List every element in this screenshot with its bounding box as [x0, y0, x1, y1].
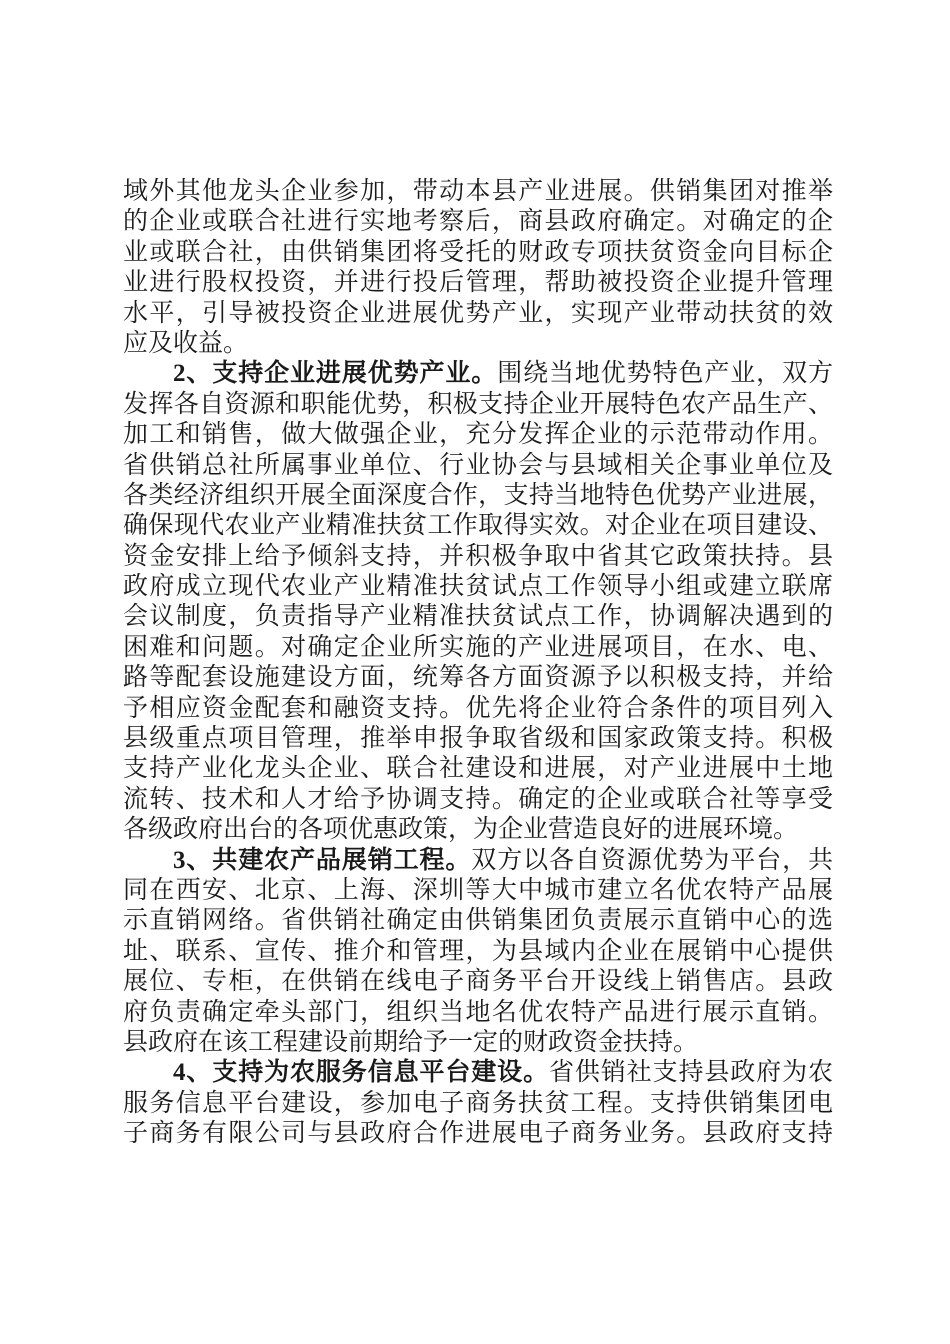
text-line [123, 785, 833, 815]
text-run: 流转、技术和人才给予协调支持。确定的企业或联合社等享受 [123, 785, 833, 813]
text-run: 服务信息平台建设，参加电子商务扶贫工程。支持供销集团电 [123, 1089, 833, 1117]
text-run: 围绕当地优势特色产业，双方 [497, 360, 833, 388]
text-run: 府负责确定牵头部门，组织当地名优农特产品进行展示直销。 [123, 998, 833, 1026]
text-run: 予相应资金配套和融资支持。优先将企业符合条件的项目列入 [123, 694, 833, 722]
text-run: 支持产业化龙头企业、联合社建设和进展，对产业进展中土地 [123, 755, 833, 783]
text-run: 资金安排上给予倾斜支持，并积极争取中省其它政策扶持。县 [123, 542, 833, 570]
text-line [123, 602, 833, 632]
text-line [123, 572, 833, 602]
text-run: 的企业或联合社进行实地考察后，商县政府确定。对确定的企 [123, 208, 833, 236]
text-run: 会议制度，负责指导产业精准扶贫试点工作，协调解决遇到的 [123, 603, 833, 631]
text-line [123, 876, 833, 906]
text-run: 子商务有限公司与县政府合作进展电子商务业务。县政府支持 [123, 1120, 833, 1148]
text-line [123, 1089, 833, 1119]
text-line [123, 1119, 833, 1149]
text-run: 应及收益。 [123, 329, 249, 357]
text-line [123, 177, 833, 207]
text-run: 省供销社支持县政府为农 [548, 1059, 833, 1087]
text-line [123, 420, 833, 450]
heading-run: 3、共建农产品展销工程。 [173, 846, 472, 874]
text-line [123, 815, 833, 845]
text-line [123, 238, 833, 268]
text-line [123, 1058, 833, 1088]
text-line [123, 299, 833, 329]
text-line [123, 481, 833, 511]
text-run: 示直销网络。省供销社确定由供销集团负责展示直销中心的选 [123, 907, 833, 935]
text-run: 路等配套设施建设方面，统筹各方面资源予以积极支持，并给 [123, 664, 833, 692]
text-run: 址、联系、宣传、推介和管理，为县域内企业在展销中心提供 [123, 937, 833, 965]
text-run: 县政府在该工程建设前期给予一定的财政资金扶持。 [123, 1028, 699, 1056]
text-run: 展位、专柜，在供销在线电子商务平台开设线上销售店。县政 [123, 968, 833, 996]
text-run: 省供销总社所属事业单位、行业协会与县域相关企事业单位及 [123, 451, 833, 479]
text-run: 同在西安、北京、上海、深圳等大中城市建立名优农特产品展 [123, 876, 833, 904]
text-line [123, 724, 833, 754]
text-run: 政府成立现代农业产业精准扶贫试点工作领导小组或建立联席 [123, 573, 833, 601]
text-run: 发挥各自资源和职能优势，积极支持企业开展特色农产品生产、 [123, 390, 833, 418]
text-line [123, 754, 833, 784]
text-run: 域外其他龙头企业参加，带动本县产业进展。供销集团对推举 [123, 178, 833, 205]
text-line [123, 967, 833, 997]
text-line [123, 542, 833, 572]
text-line [123, 390, 833, 420]
text-line [123, 359, 833, 389]
heading-run: 2、支持企业进展优势产业。 [173, 360, 498, 388]
text-line [123, 207, 833, 237]
text-line [123, 511, 833, 541]
text-run: 双方以各自资源优势为平台，共 [471, 846, 833, 874]
text-line [123, 906, 833, 936]
text-line [123, 329, 833, 359]
text-line [123, 937, 833, 967]
text-run: 确保现代农业产业精准扶贫工作取得实效。对企业在项目建设、 [123, 512, 833, 540]
text-run: 困难和问题。对确定企业所实施的产业进展项目，在水、电、 [123, 633, 833, 661]
text-line [123, 1028, 833, 1058]
text-run: 业或联合社，由供销集团将受托的财政专项扶贫资金向目标企 [123, 238, 833, 266]
text-line [123, 451, 833, 481]
text-line [123, 694, 833, 724]
text-run: 业进行股权投资，并进行投后管理，帮助被投资企业提升管理 [123, 269, 833, 297]
text-line [123, 663, 833, 693]
text-line [123, 633, 833, 663]
text-line [123, 998, 833, 1028]
text-run: 水平，引导被投资企业进展优势产业，实现产业带动扶贫的效 [123, 299, 833, 327]
text-run: 加工和销售，做大做强企业，充分发挥企业的示范带动作用。 [123, 421, 833, 449]
document-body-text [123, 177, 833, 1150]
text-run: 县级重点项目管理，推举申报争取省级和国家政策支持。积极 [123, 725, 833, 753]
text-run: 各类经济组织开展全面深度合作，支持当地特色优势产业进展， [123, 481, 833, 509]
text-line [123, 846, 833, 876]
text-line [123, 268, 833, 298]
heading-run: 4、支持为农服务信息平台建设。 [173, 1059, 549, 1087]
text-run: 各级政府出台的各项优惠政策，为企业营造良好的进展环境。 [123, 816, 799, 844]
